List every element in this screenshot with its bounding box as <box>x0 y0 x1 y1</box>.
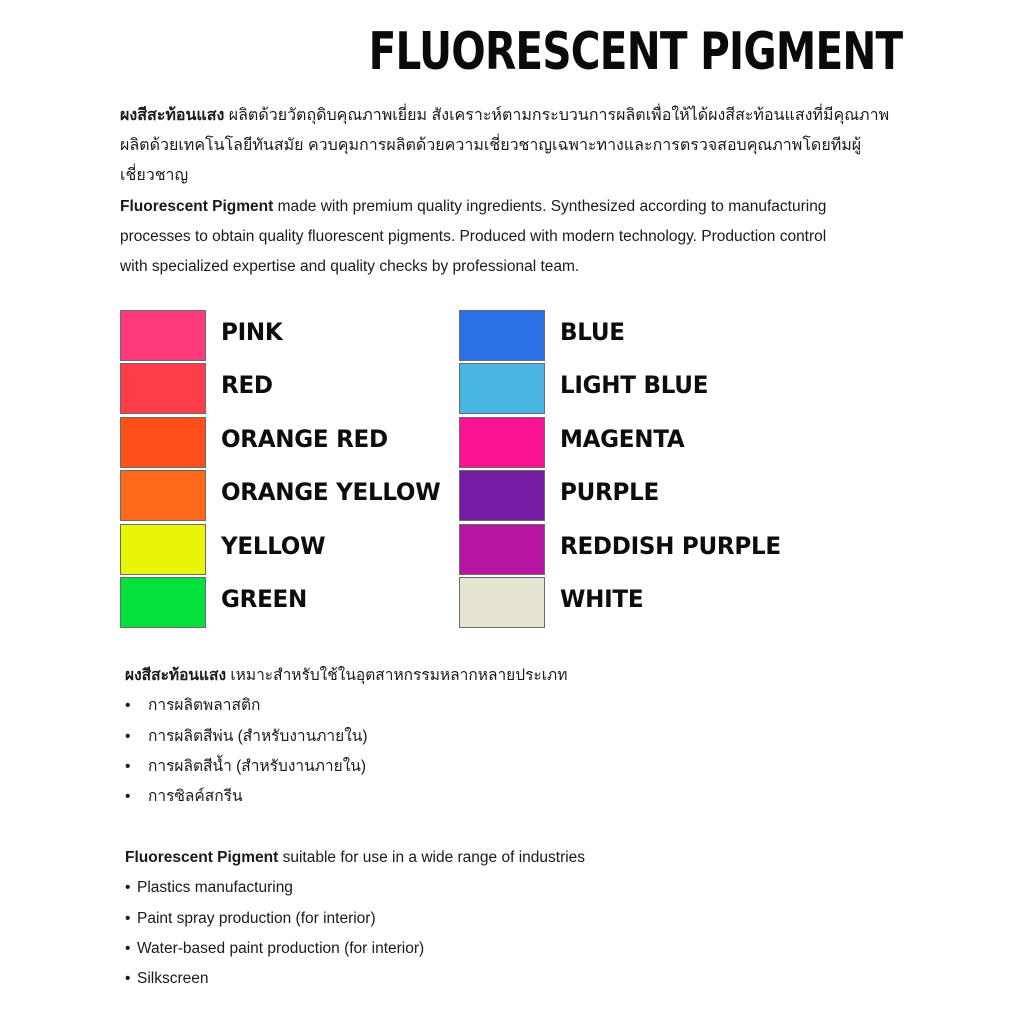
thai-uses-list <box>125 691 567 812</box>
list-item <box>125 752 567 782</box>
list-item-text: Water-based paint production (for interior) <box>137 939 425 957</box>
thai-uses-heading-text: เหมาะสำหรับใช้ในอุตสาหกรรมหลากหลายประเภท <box>226 667 568 684</box>
list-item-text: การซิลค์สกรีน <box>148 788 243 806</box>
color-swatch-label: GREEN <box>221 584 307 613</box>
color-swatch-label: WHITE <box>560 584 644 613</box>
list-item <box>125 904 585 934</box>
thai-uses-section <box>125 661 567 812</box>
color-swatch <box>459 577 545 628</box>
color-swatch-label: ORANGE YELLOW <box>221 478 441 507</box>
thai-intro-line-1 <box>120 101 920 131</box>
list-item <box>125 934 585 964</box>
en-uses-list <box>125 873 585 994</box>
list-item-text: Silkscreen <box>137 970 209 988</box>
list-item-text: การผลิตพลาสติก <box>148 697 261 715</box>
bullet-icon: • <box>125 727 131 745</box>
color-swatch <box>459 310 545 361</box>
color-swatch <box>120 363 206 414</box>
bullet-icon: • <box>125 788 131 806</box>
list-item-text: Paint spray production (for interior) <box>137 909 376 927</box>
color-swatch <box>459 417 545 468</box>
color-swatch-label: LIGHT BLUE <box>560 371 709 400</box>
en-intro-line-1-text: made with premium quality ingredients. Synthesized according to manufacturing <box>273 198 827 215</box>
en-intro-line-3: with specialized expertise and quality checks by professional team. <box>120 258 580 275</box>
thai-uses-heading <box>125 661 567 691</box>
bullet-icon: • <box>125 757 131 775</box>
color-swatch-label: REDDISH PURPLE <box>560 531 781 560</box>
thai-intro-bold: ผงสีสะท้อนแสง <box>120 107 225 124</box>
list-item-text: การผลิตสีน้ำ (สำหรับงานภายใน) <box>148 757 367 775</box>
en-uses-heading-text: suitable for use in a wide range of industries <box>278 849 586 866</box>
bullet-icon: • <box>125 697 131 715</box>
bullet-icon: • <box>125 879 131 897</box>
list-item <box>125 873 585 903</box>
color-swatch <box>120 470 206 521</box>
color-swatch-label: BLUE <box>560 318 625 346</box>
color-swatch-label: RED <box>221 371 273 400</box>
list-item-text: การผลิตสีพ่น (สำหรับงานภายใน) <box>148 727 368 745</box>
color-swatch-label: PINK <box>221 318 283 346</box>
en-uses-heading <box>125 843 585 873</box>
color-swatch <box>120 577 206 628</box>
color-swatch <box>459 363 545 414</box>
en-intro-bold: Fluorescent Pigment <box>120 198 274 215</box>
list-item <box>125 964 585 994</box>
en-uses-bold: Fluorescent Pigment <box>125 849 279 866</box>
thai-intro-paragraph <box>120 101 920 191</box>
bullet-icon: • <box>125 939 131 957</box>
thai-uses-bold: ผงสีสะท้อนแสง <box>125 667 227 684</box>
en-intro-line-2: processes to obtain quality fluorescent pigments. Produced with modern technology. Production control <box>120 228 827 245</box>
thai-intro-line-1-text: ผลิตด้วยวัตถุดิบคุณภาพเยี่ยม สังเคราะห์ตามกระบวนการผลิตเพื่อให้ได้ผงสีสะท้อนแสงที่มีคุณภาพ <box>224 107 890 124</box>
color-swatch <box>120 310 206 361</box>
color-swatch <box>459 524 545 575</box>
en-intro-line-1 <box>120 192 920 222</box>
list-item <box>125 691 567 721</box>
page-title: FLUORESCENT PIGMENT <box>368 22 902 82</box>
color-swatch-label: ORANGE RED <box>221 424 388 453</box>
thai-intro-line-2: ผลิตด้วยเทคโนโลยีทันสมัย ควบคุมการผลิตด้วยความเชี่ยวชาญเฉพาะทางและการตรวจสอบคุณภาพโดยทีมผู้เชี่ยวชาญ <box>120 137 862 184</box>
list-item <box>125 722 567 752</box>
bullet-icon: • <box>125 909 131 927</box>
color-swatch-label: MAGENTA <box>560 424 685 453</box>
english-intro-paragraph <box>120 192 920 282</box>
english-uses-section <box>125 843 585 994</box>
color-swatch <box>120 417 206 468</box>
color-swatch <box>459 470 545 521</box>
color-swatch-label: YELLOW <box>221 531 326 560</box>
color-swatch <box>120 524 206 575</box>
list-item <box>125 782 567 812</box>
list-item-text: Plastics manufacturing <box>137 879 293 897</box>
bullet-icon: • <box>125 970 131 988</box>
color-swatch-label: PURPLE <box>560 478 659 507</box>
